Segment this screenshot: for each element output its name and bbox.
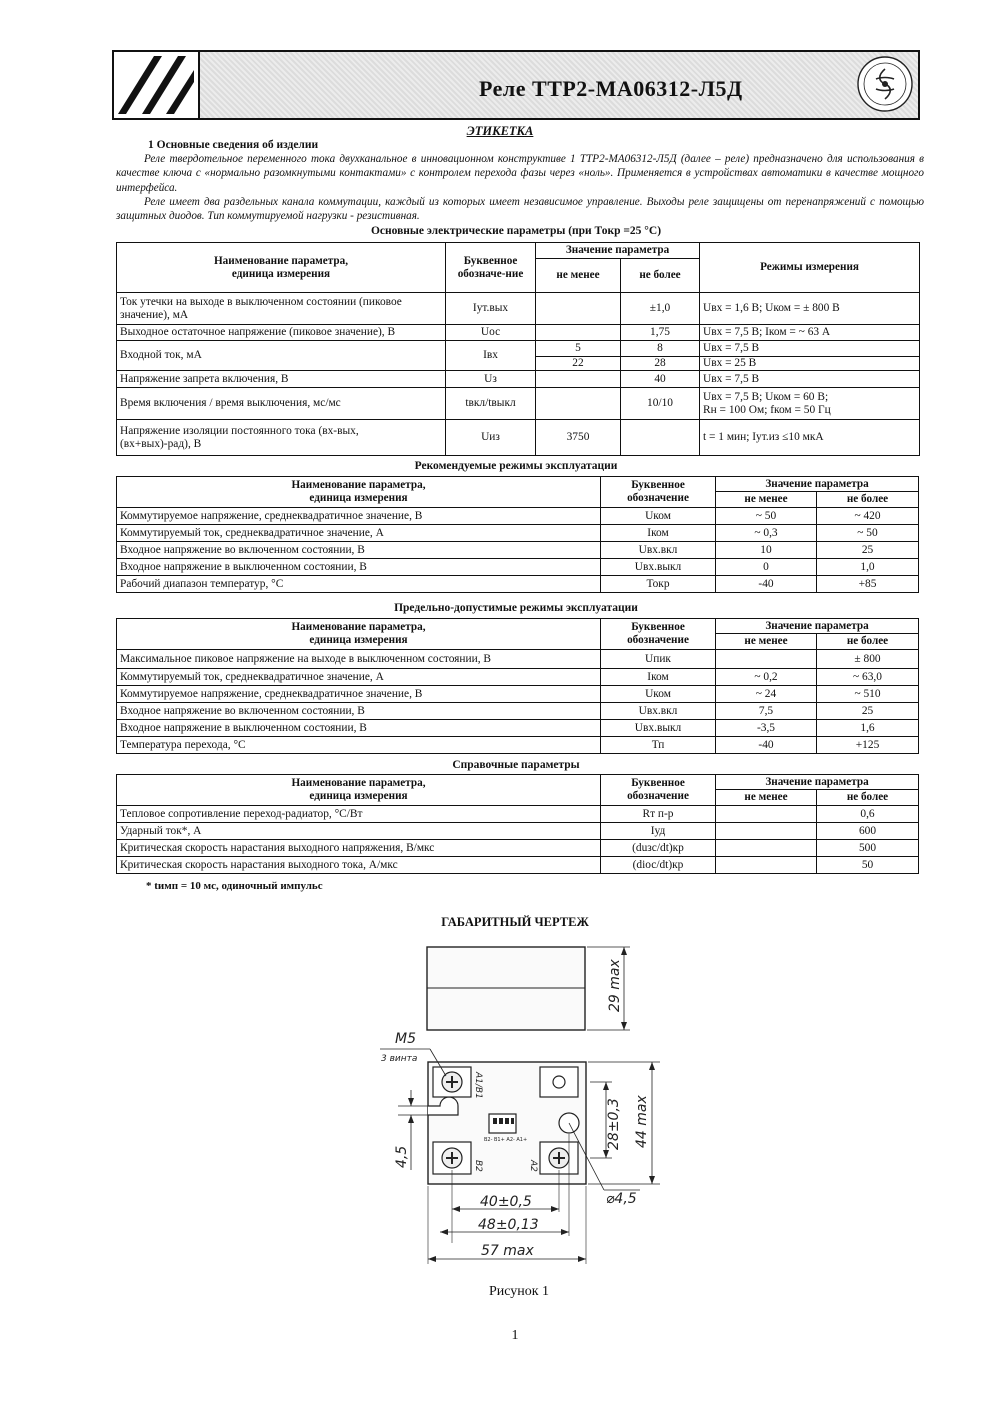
table3-caption: Предельно-допустимые режимы эксплуатации [394, 602, 638, 614]
header-value: Значение параметра [536, 243, 700, 259]
dim-hole-label: ⌀4,5 [606, 1191, 637, 1207]
header-symbol: Буквенное обозначе-ние [446, 243, 536, 293]
table-row: Ток утечки на выходе в выключенном состоянии (пиковое значение), мА Iут.вых ±1,0 Uвх = 1,6 В; Uком = ± 800 В [117, 293, 920, 325]
table-row: Ударный ток*, А Iуд 600 [117, 823, 919, 840]
table-row: Температура перехода, °С Тп -40 +125 [117, 737, 919, 754]
dim-44-label: 44 max [634, 1095, 650, 1148]
recommended-modes-table: Наименование параметра, единица измерения Буквенное обозначение Значение параметра не менее не более Коммутируемое напряжение, среднеквадратичное значение, В Uком ~ 50 ~ 420 Коммутируемый ток, среднеквадратичное значение, А Iком ~ 0,3 ~ 50 Входное напряжение во включенном состоянии, В Uвх.вкл 10 25 Входное напряжение в выключенном состоянии, В Uвх.выкл 0 1,0 Рабочий диапазон температур, °С Токр -40 +85 [116, 476, 919, 593]
dim-48-label: 48±0,13 [478, 1217, 539, 1233]
page-number: 1 [511, 1328, 519, 1343]
header-name: Наименование параметра, единица измерения [117, 243, 446, 293]
dim-height-label: 29 max [607, 959, 623, 1012]
reference-params-table: Наименование параметра, единица измерения Буквенное обозначение Значение параметра не менее не более Тепловое сопротивление переход-радиатор, °С/Вт Rт п-р 0,6 Ударный ток*, А Iуд 600 Критическая скорость нарастания выходного напряжения, В/мкс (duзс/dt)кр 500 Критическая скорость нарастания выходного тока, А/мкс (diос/dt)кр 50 [116, 774, 919, 874]
table-row: Входное напряжение во включенном состоянии, В Uвх.вкл 10 25 [117, 542, 919, 559]
footnote: * tимп = 10 мс, одиночный импульс [146, 880, 323, 892]
connector-labels: B2- B1+ A2- A1+ [484, 1137, 528, 1143]
relay-top-view [428, 1062, 586, 1184]
table-row: Коммутируемое напряжение, среднеквадратичное значение, В Uком ~ 24 ~ 510 [117, 686, 919, 703]
table-row: Входное напряжение в выключенном состоянии, В Uвх.выкл 0 1,0 [117, 559, 919, 576]
table-row: Тепловое сопротивление переход-радиатор, °С/Вт Rт п-р 0,6 [117, 806, 919, 823]
header-mode: Режимы измерения [700, 243, 920, 293]
pin-a2-label: A2 [528, 1160, 538, 1172]
table-row: Входное напряжение во включенном состоянии, В Uвх.вкл 7,5 25 [117, 703, 919, 720]
screw-size-label: M5 [395, 1031, 416, 1047]
table1-caption: Основные электрические параметры (при Токр =25 °С) [370, 225, 662, 237]
dim-40-label: 40±0,5 [480, 1194, 532, 1210]
figure-caption: Рисунок 1 [488, 1284, 550, 1299]
label-title: ЭТИКЕТКА [466, 124, 534, 138]
table-row: Рабочий диапазон температур, °С Токр -40 +85 [117, 576, 919, 593]
table-row: Время включения / время выключения, мс/мс tвкл/tвыкл 10/10 Uвх = 7,5 В; Uком = 60 В; Rн = 100 Ом; fком = 50 Гц [117, 388, 920, 420]
header-max: не более [621, 259, 700, 293]
paragraph-purpose: Реле твердотельное переменного тока двухканальное в инновационном конструктиве 1 ТТР2-МА06312-Л5Д (далее – реле) предназначено для использования в качестве ключа с «нормально разомкнутыми контактами» с контролем перехода фазы через «ноль». Применяется в устройствах автоматики в качестве мощного интерфейса. [116, 153, 924, 194]
dim-4-5-label: 4,5 [394, 1145, 410, 1168]
section-heading: 1 Основные сведения об изделии [148, 139, 319, 151]
table-row: Максимальное пиковое напряжение на выходе в выключенном состоянии, В Uпик ± 800 [117, 650, 919, 669]
drawing-title: ГАБАРИТНЫЙ ЧЕРТЕЖ [441, 915, 589, 929]
relay-side-view [427, 947, 630, 1030]
pin-b2-label: B2 [473, 1160, 483, 1172]
header-min: не менее [536, 259, 621, 293]
table2-caption: Рекомендуемые режимы эксплуатации [414, 460, 618, 472]
table-row: 22 28 Uвх = 25 В [117, 357, 920, 371]
table-row: Коммутируемый ток, среднеквадратичное значение, А Iком ~ 0,3 ~ 50 [117, 525, 919, 542]
table4-caption: Справочные параметры [452, 759, 580, 771]
table-row: Коммутируемое напряжение, среднеквадратичное значение, В Uком ~ 50 ~ 420 [117, 508, 919, 525]
screw-count-label: 3 винта [381, 1054, 418, 1064]
table-row: Входной ток, мА Iвх 5 8 Uвх = 7,5 В [117, 341, 920, 357]
table-row: Критическая скорость нарастания выходного тока, А/мкс (diос/dt)кр 50 [117, 857, 919, 874]
document-title: Реле ТТР2-МА06312-Л5Д [479, 76, 743, 101]
dim-57-label: 57 max [481, 1243, 534, 1259]
table-row: Напряжение запрета включения, В Uз 40 Uвх = 7,5 В [117, 371, 920, 388]
table-row: Критическая скорость нарастания выходного напряжения, В/мкс (duзс/dt)кр 500 [117, 840, 919, 857]
table-row: Выходное остаточное напряжение (пиковое значение), В Uос 1,75 Uвх = 7,5 В; Iком = ~ 63 А [117, 325, 920, 341]
paragraph-channels: Реле имеет два раздельных канала коммутации, каждый из которых имеет независимое управление. Выходы реле защищены от перенапряжений с помощью защитных диодов. Тип коммутируемой нагрузки - резистивная. [116, 196, 924, 223]
dim-28-label: 28±0,3 [606, 1098, 622, 1150]
table-row: Коммутируемый ток, среднеквадратичное значение, А Iком ~ 0,2 ~ 63,0 [117, 669, 919, 686]
pin-a1b1-label: A1/B1 [473, 1072, 483, 1099]
table-row: Напряжение изоляции постоянного тока (вх-вых, (вх+вых)-рад), В Uиз 3750 t = 1 мин; Iут.из ≤10 мкА [117, 420, 920, 456]
table-row: Входное напряжение в выключенном состоянии, В Uвх.выкл -3,5 1,6 [117, 720, 919, 737]
max-ratings-table: Наименование параметра, единица измерения Буквенное обозначение Значение параметра не менее не более Максимальное пиковое напряжение на выходе в выключенном состоянии, В Uпик ± 800 Коммутируемый ток, среднеквадратичное значение, А Iком ~ 0,2 ~ 63,0 Коммутируемое напряжение, среднеквадратичное значение, В Uком ~ 24 ~ 510 Входное напряжение во включенном состоянии, В Uвх.вкл 7,5 25 Входное напряжение в выключенном состоянии, В Uвх.выкл -3,5 1,6 Температура перехода, °С Тп -40 +125 [116, 618, 919, 754]
